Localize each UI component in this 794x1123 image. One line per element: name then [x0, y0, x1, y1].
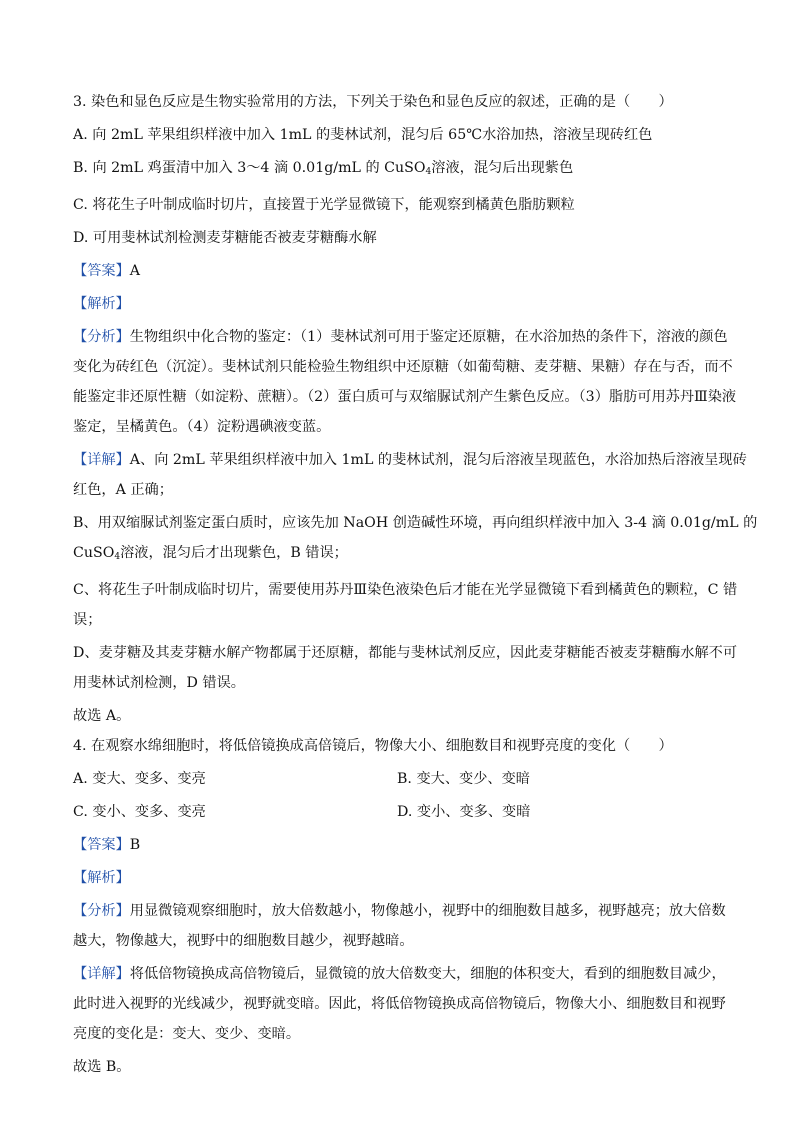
q3-fenxi-line-3: 能鉴定非还原性糖（如淀粉、蔗糖）。（2）蛋白质可与双缩脲试剂产生紫色反应。（3）脂肪可用苏丹Ⅲ染液	[73, 389, 737, 405]
q3-cuso-subscript: 4	[114, 552, 121, 562]
q3-xiangjie-line-4	[73, 543, 723, 567]
q3-xiangjie-line-8: 用斐林试剂检测，D 错误。	[73, 675, 245, 691]
q4-analysis-tag: 【解析】	[73, 870, 130, 886]
document-page	[73, 92, 758, 1077]
q4-fenxi-text-1: 用显微镜观察细胞时，放大倍数越小，物像越小，视野中的细胞数目越多，视野越亮；放大倍数	[129, 903, 726, 919]
q4-stem: 4. 在观察水绵细胞时，将低倍镜换成高倍镜后，物像大小、细胞数目和视野亮度的变化（ ）	[73, 738, 673, 754]
q3-option-b	[73, 158, 723, 182]
q4-options-row-1	[73, 769, 723, 789]
q4-fenxi-line-1	[73, 901, 726, 921]
q3-xiangjie-line-5: C、将花生子叶制成临时切片，需要使用苏丹Ⅲ染色液染色后才能在光学显微镜下看到橘黄色的颗粒，C 错	[73, 582, 738, 598]
q4-xiangjie-line-1	[73, 964, 726, 984]
q3-xiangjie-tag: 【详解】	[73, 452, 130, 468]
q4-answer-tag: 【答案】	[73, 837, 130, 853]
q4-xiangjie-line-3: 亮度的变化是：变大、变少、变暗。	[73, 1026, 301, 1042]
q3-option-c: C. 将花生子叶制成临时切片，直接置于光学显微镜下，能观察到橘黄色脂肪颗粒	[73, 197, 575, 213]
q3-xiangjie-line-2: 红色，A 正确；	[73, 482, 173, 498]
q3-option-a: A. 向 2mL 苹果组织样液中加入 1mL 的斐林试剂，混匀后 65℃水浴加热，溶液呈现砖红色	[73, 127, 653, 143]
q4-xiangjie-line-2: 此时进入视野的光线减少，视野就变暗。因此，将低倍物镜换成高倍物镜后，物像大小、细胞数目和视野	[73, 996, 726, 1012]
q3-fenxi-tag: 【分析】	[73, 329, 130, 345]
q3-xiangjie-line-3: B、用双缩脲试剂鉴定蛋白质时，应该先加 NaOH 创造碱性环境，再向组织样液中加入 3-4 滴 0.01g/mL 的	[73, 515, 758, 531]
q4-conclusion: 故选 B。	[73, 1059, 131, 1075]
q3-cuso-tail: 溶液，混匀后才出现紫色，B 错误；	[120, 545, 348, 561]
q3-analysis-tag: 【解析】	[73, 296, 130, 312]
q4-xiangjie-tag: 【详解】	[73, 966, 130, 982]
q4-fenxi-line-2: 越大，物像越大，视野中的细胞数目越少，视野越暗。	[73, 933, 414, 949]
q4-answer-value: B	[129, 837, 141, 853]
q3-option-b-text: B. 向 2mL 鸡蛋清中加入 3～4 滴 0.01g/mL 的 CuSO	[73, 160, 426, 176]
q3-fenxi-text-1: 生物组织中化合物的鉴定：（1）斐林试剂可用于鉴定还原糖，在水浴加热的条件下，溶液的颜色	[129, 329, 728, 345]
q3-fenxi-line-2: 变化为砖红色（沉淀）。斐林试剂只能检验生物组织中还原糖（如葡萄糖、麦芽糖、果糖）存在与否，而不	[73, 359, 733, 375]
q3-xiangjie-line-7: D、麦芽糖及其麦芽糖水解产物都属于还原糖，都能与斐林试剂反应，因此麦芽糖能否被麦芽糖酶水解不可	[73, 645, 738, 661]
q4-fenxi-tag: 【分析】	[73, 903, 130, 919]
q3-conclusion: 故选 A。	[73, 708, 131, 724]
q3-xiangjie-text-1: A、向 2mL 苹果组织样液中加入 1mL 的斐林试剂，混匀后溶液呈现蓝色，水浴加热后溶液呈现砖	[129, 452, 747, 468]
q3-cuso-text: CuSO	[73, 545, 115, 561]
q3-answer-tag: 【答案】	[73, 263, 130, 279]
q3-fenxi-line-4: 鉴定，呈橘黄色。（4）淀粉遇碘液变蓝。	[73, 419, 331, 435]
q4-answer	[73, 835, 723, 855]
q4-option-d: D. 变小、变多、变暗	[397, 804, 531, 820]
q4-option-a: A. 变大、变多、变亮	[73, 771, 206, 787]
q3-answer-value: A	[129, 263, 141, 279]
q4-options-row-2	[73, 802, 723, 822]
q3-option-b-subscript: 4	[425, 167, 432, 177]
q3-option-d: D. 可用斐林试剂检测麦芽糖能否被麦芽糖酶水解	[73, 230, 377, 246]
q3-fenxi-line-1	[73, 327, 728, 347]
q4-option-b: B. 变大、变少、变暗	[397, 771, 530, 787]
q4-xiangjie-text-1: 将低倍物镜换成高倍物镜后，显微镜的放大倍数变大，细胞的体积变大，看到的细胞数目减少，	[129, 966, 726, 982]
q3-option-b-tail: 溶液，混匀后出现紫色	[431, 160, 574, 176]
q3-stem: 3. 染色和显色反应是生物实验常用的方法，下列关于染色和显色反应的叙述，正确的是（ ）	[73, 94, 673, 110]
q3-answer	[73, 261, 723, 281]
q3-xiangjie-line-1	[73, 450, 747, 470]
q3-xiangjie-line-6: 误；	[73, 612, 102, 628]
q4-option-c: C. 变小、变多、变亮	[73, 804, 206, 820]
